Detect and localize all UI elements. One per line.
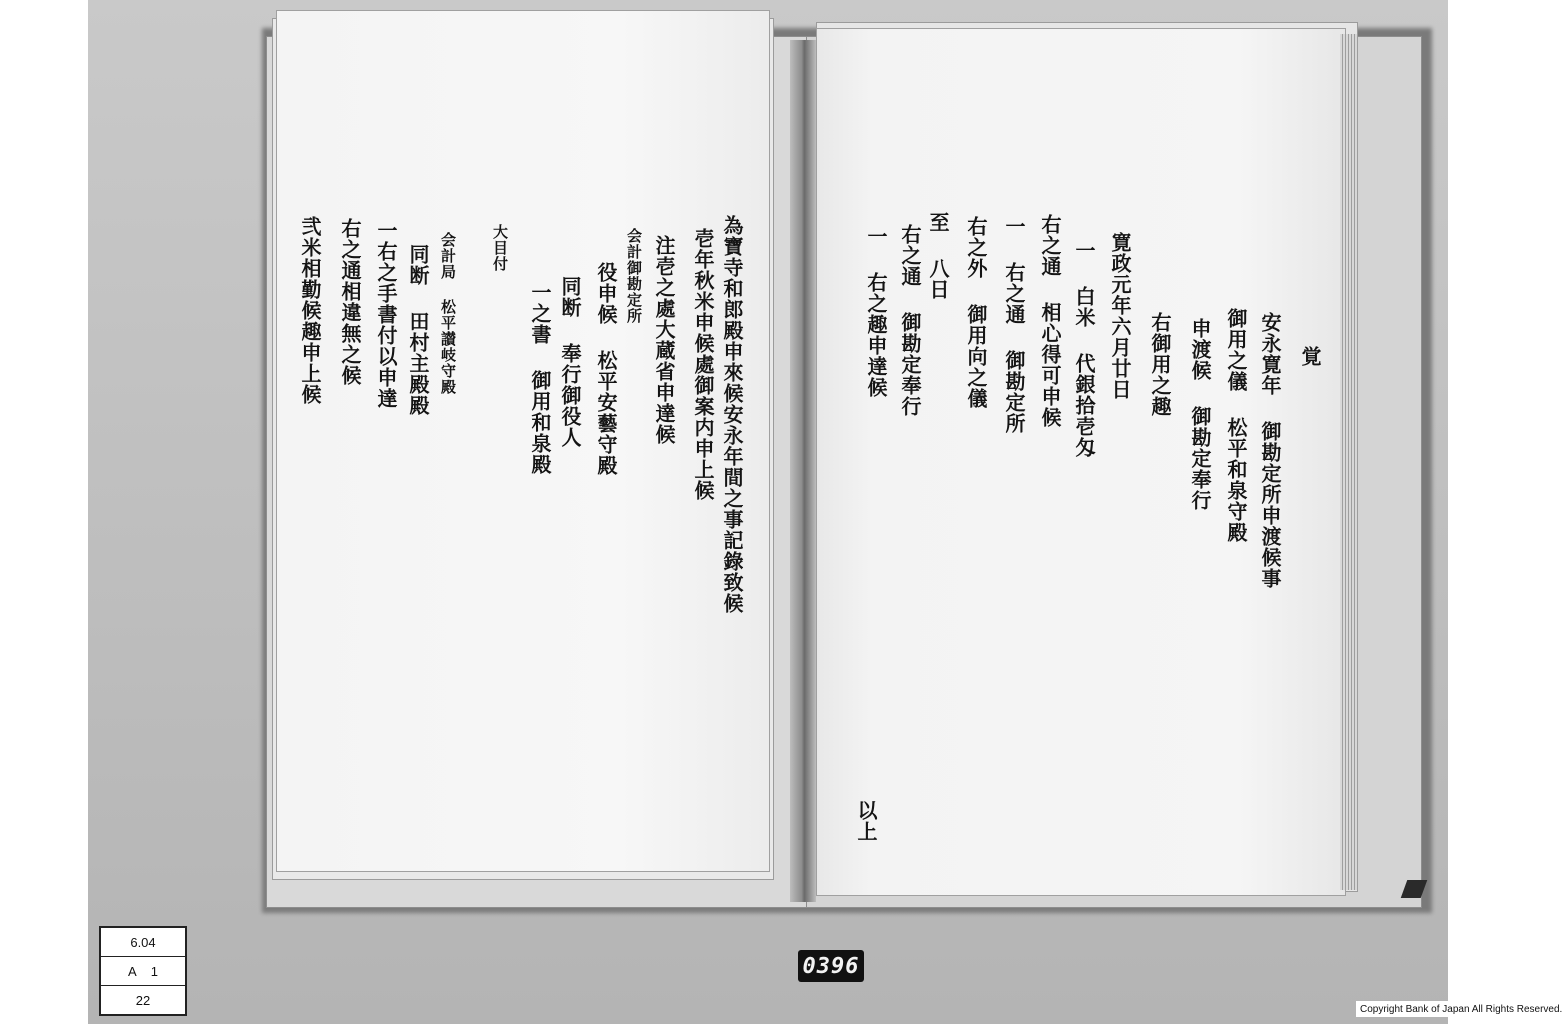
index-card-item: 22 xyxy=(135,992,151,1008)
right-text-column: 覚 xyxy=(1298,346,1322,367)
frame-number-plate: 0396 xyxy=(798,950,864,982)
left-text-column: 右之通相違無之候 xyxy=(338,218,362,386)
right-text-column: 安永寛年 御勘定所申渡候事 xyxy=(1258,312,1282,589)
copyright-notice: Copyright Bank of Japan All Rights Reserved. xyxy=(1356,1001,1566,1017)
right-text-column: 右之外 御用向之儀 xyxy=(964,216,988,409)
right-text-column: 一 白米 代銀拾壱匁 xyxy=(1072,240,1096,458)
index-card-series: A xyxy=(128,963,137,979)
left-margin xyxy=(0,0,88,1024)
right-text-column: 以上 xyxy=(854,800,878,842)
left-text-column: 会計御勘定所 xyxy=(625,228,643,324)
book-gutter xyxy=(790,40,816,902)
left-text-column: 壱年秋米申候處御案内申上候 xyxy=(691,228,715,501)
right-text-column: 申渡候 御勘定奉行 xyxy=(1188,318,1212,511)
right-text-column: 一 右之趣申達候 xyxy=(864,226,888,398)
left-text-column: 同断 奉行御役人 xyxy=(558,276,582,448)
index-card-row xyxy=(101,928,185,957)
left-text-column: 会計局 松平讃岐守殿 xyxy=(439,232,457,395)
right-text-column: 御用之儀 松平和泉守殿 xyxy=(1224,308,1248,543)
archive-index-card xyxy=(99,926,187,1016)
left-text-column: 同断 田村主殿殿 xyxy=(406,244,430,416)
right-text-column: 一 右之通 御勘定所 xyxy=(1002,216,1026,434)
left-text-column: 為寶寺和郎殿申來候安永年間之事記錄致候 xyxy=(720,215,744,614)
right-text-column: 右御用之趣 xyxy=(1148,312,1172,417)
index-card-volume: 1 xyxy=(150,963,158,979)
left-text-column: 役申候 松平安藝守殿 xyxy=(594,262,618,476)
left-text-column: 大目付 xyxy=(491,224,509,272)
index-card-row xyxy=(101,986,185,1014)
page-edges xyxy=(1340,34,1358,890)
right-text-column: 右之通 相心得可申候 xyxy=(1038,214,1062,428)
left-text-column: 弐米相勤候趣申上候 xyxy=(298,216,322,405)
index-card-row xyxy=(101,957,185,986)
right-text-column: 右之通 御勘定奉行 xyxy=(898,224,922,417)
index-card-code: 6.04 xyxy=(130,934,156,950)
right-text-column: 至 八日 xyxy=(926,212,950,300)
left-text-column: 注壱之處大蔵省申達候 xyxy=(652,235,676,445)
right-margin xyxy=(1448,0,1536,1024)
right-text-column: 寛政元年六月廿日 xyxy=(1108,232,1132,400)
left-text-column: 一之書 御用和泉殿 xyxy=(528,282,552,475)
left-text-column: 一右之手書付以申達 xyxy=(374,220,398,409)
